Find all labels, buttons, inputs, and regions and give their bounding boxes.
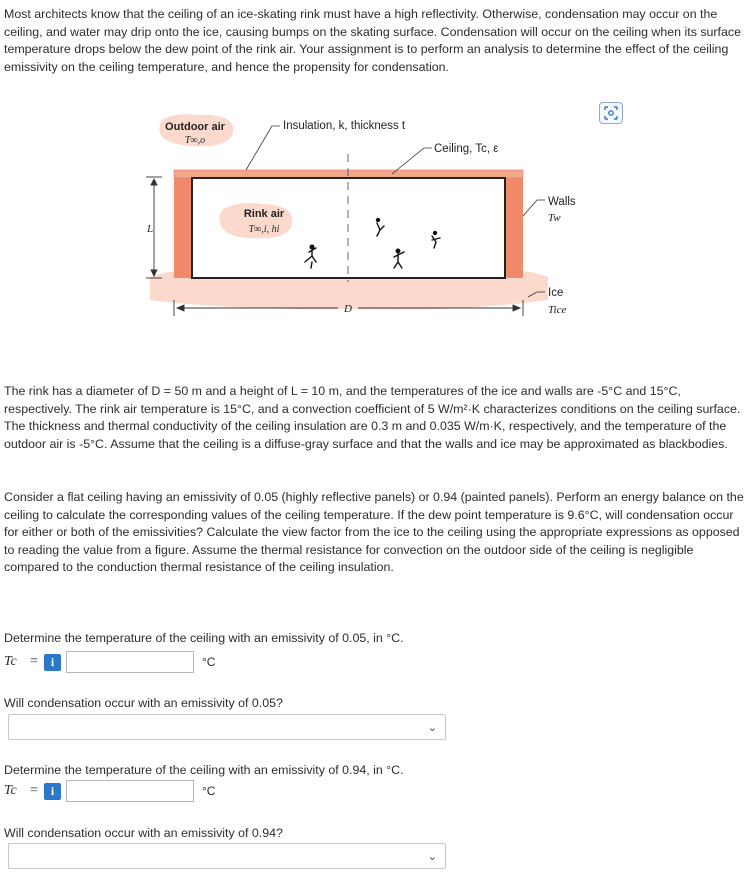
diameter-label: D: [344, 303, 352, 315]
task-paragraph: Consider a flat ceiling having an emissivity of 0.05 (highly reflective panels) or 0.94 (painted panels). Perform an energy balance on the ceiling to calculate the corresponding values of the ceiling temperature. If the dew point temperature is 9.6°C, will condensation occur for either or both of the emissivities? Calculate the view factor from the ice to the ceiling using the appropriate expressions as opposed to reading the value from a figure. Assume the thermal resistance for convection on the outdoor side of the ceiling is negligible compared to the conduction thermal resistance of the ceiling insulation.: [4, 490, 744, 574]
rink-air-props: T∞,i, hi: [248, 224, 280, 235]
q3-input[interactable]: [66, 780, 194, 802]
walls-label: Walls: [548, 196, 576, 208]
chevron-down-icon: ⌄: [427, 722, 437, 734]
ceiling-label: Ceiling, Tc, ε: [434, 143, 499, 155]
ice-temp-label: Tice: [548, 304, 567, 316]
q2-select[interactable]: [8, 714, 446, 740]
walls-leader: [523, 200, 545, 216]
problem-paragraph: The rink has a diameter of D = 50 m and a height of L = 10 m, and the temperatures of the ice and walls are -5°C and 15°C, respectively. The rink air temperature is 15°C, and a convection coefficient of 5 W/m²·K characterizes conditions on the ceiling surface. The thickness and thermal conductivity of the ceiling insulation are 0.3 m and 0.035 W/m·K, respectively, and the temperature of the outdoor air is -5°C. Assume that the ceiling is a diffuse-gray surface and that the walls and ice may be approximated as blackbodies.: [4, 384, 741, 451]
q1-prompt: Determine the temperature of the ceiling with an emissivity of 0.05, in °C.: [4, 631, 404, 645]
insulation-label: Insulation, k, thickness t: [283, 120, 406, 132]
q3-prompt: Determine the temperature of the ceiling with an emissivity of 0.94, in °C.: [4, 763, 404, 777]
q1-answer-row: [4, 650, 215, 674]
q1-unit: °C: [202, 655, 216, 669]
outdoor-temp-label: T∞,o: [184, 135, 206, 146]
q1-symbol: Tc: [4, 654, 17, 669]
left-wall: [174, 175, 192, 278]
right-wall: [505, 175, 523, 278]
rink-air-label: Rink air: [243, 208, 285, 220]
height-label: L: [146, 223, 154, 235]
walls-temp-label: Tw: [548, 212, 561, 224]
q1-equals: =: [30, 654, 38, 669]
q3-equals: =: [30, 783, 38, 798]
insulation-leader: [246, 126, 280, 170]
q4-prompt: Will condensation occur with an emissivity of 0.94?: [4, 826, 283, 840]
q3-unit: °C: [202, 784, 216, 798]
info-icon[interactable]: i: [44, 783, 61, 800]
q3-symbol: Tc: [4, 783, 17, 798]
ceiling-slab: [174, 170, 523, 178]
outdoor-air-label: Outdoor air: [165, 121, 225, 133]
q1-input[interactable]: [66, 651, 194, 673]
ice-label: Ice: [548, 287, 564, 299]
rink-figure: [0, 90, 751, 380]
q2-prompt: Will condensation occur with an emissivity of 0.05?: [4, 696, 283, 710]
intro-paragraph: Most architects know that the ceiling of an ice-skating rink must have a high reflectivity. Otherwise, condensation may occur on the ceiling, and water may drip onto the ice, causing bumps on the skating surface. Condensation will occur on the ceiling when its surface temperature drops below the dew point of the rink air. Your assignment is to perform an analysis to determine the effect of the ceiling emissivity on the ceiling temperature, and hence the propensity for condensation.: [4, 7, 741, 74]
chevron-down-icon: ⌄: [427, 851, 437, 863]
q4-select[interactable]: [8, 843, 446, 869]
info-icon[interactable]: i: [44, 654, 61, 671]
q3-answer-row: [4, 779, 215, 803]
